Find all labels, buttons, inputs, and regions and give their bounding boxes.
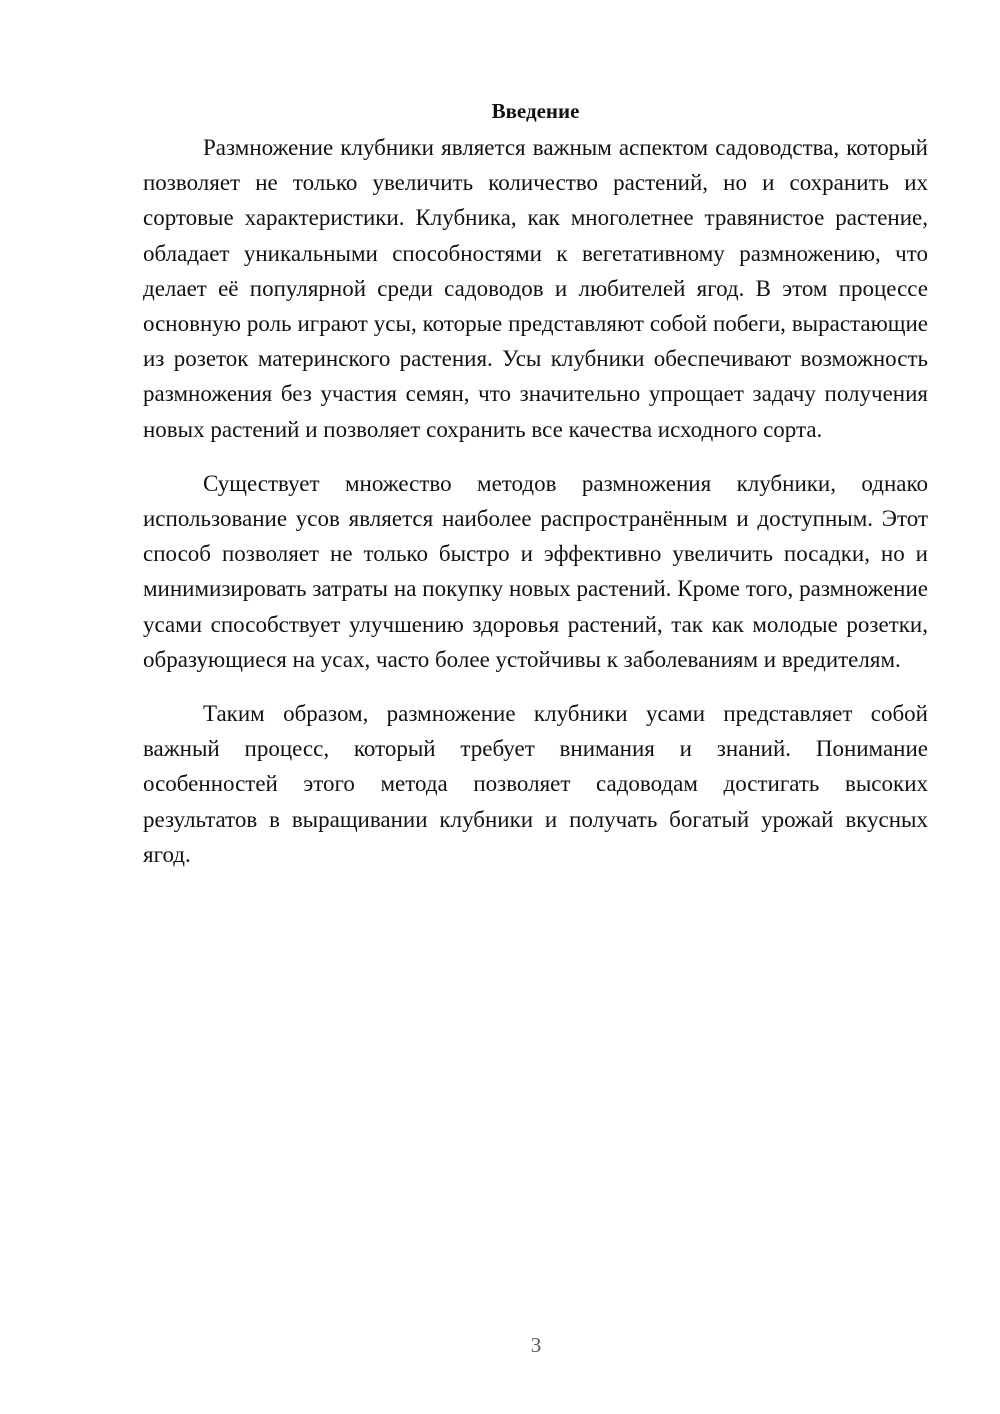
page-content (143, 96, 928, 891)
page-number: 3 (530, 1333, 542, 1357)
body-paragraph: Размножение клубники является важным аспектом садоводства, который позволяет не только увеличить количество растений, но и сохранить их сортовые характеристики. Клубника, как многолетнее травянистое растение, обладает уникальными способностями к вегетативному размножению, что делает её популярной среди садоводов и любителей ягод. В этом процессе основную роль играют усы, которые представляют собой побеги, вырастающие из розеток материнского растения. Усы клубники обеспечивают возможность размножения без участия семян, что значительно упрощает задачу получения новых растений и позволяет сохранить все качества исходного сорта. (143, 135, 928, 442)
body-paragraph: Таким образом, размножение клубники усами представляет собой важный процесс, который требует внимания и знаний. Понимание особенностей этого метода позволяет садоводам достигать высоких результатов в выращивании клубники и получать богатый урожай вкусных ягод. (143, 701, 928, 867)
body-paragraph: Существует множество методов размножения клубники, однако использование усов является наиболее распространённым и доступным. Этот способ позволяет не только быстро и эффективно увеличить посадки, но и минимизировать затраты на покупку новых растений. Кроме того, размножение усами способствует улучшению здоровья растений, так как молодые розетки, образующиеся на усах, часто более устойчивы к заболеваниям и вредителям. (143, 470, 928, 672)
section-title: Введение (491, 99, 580, 123)
